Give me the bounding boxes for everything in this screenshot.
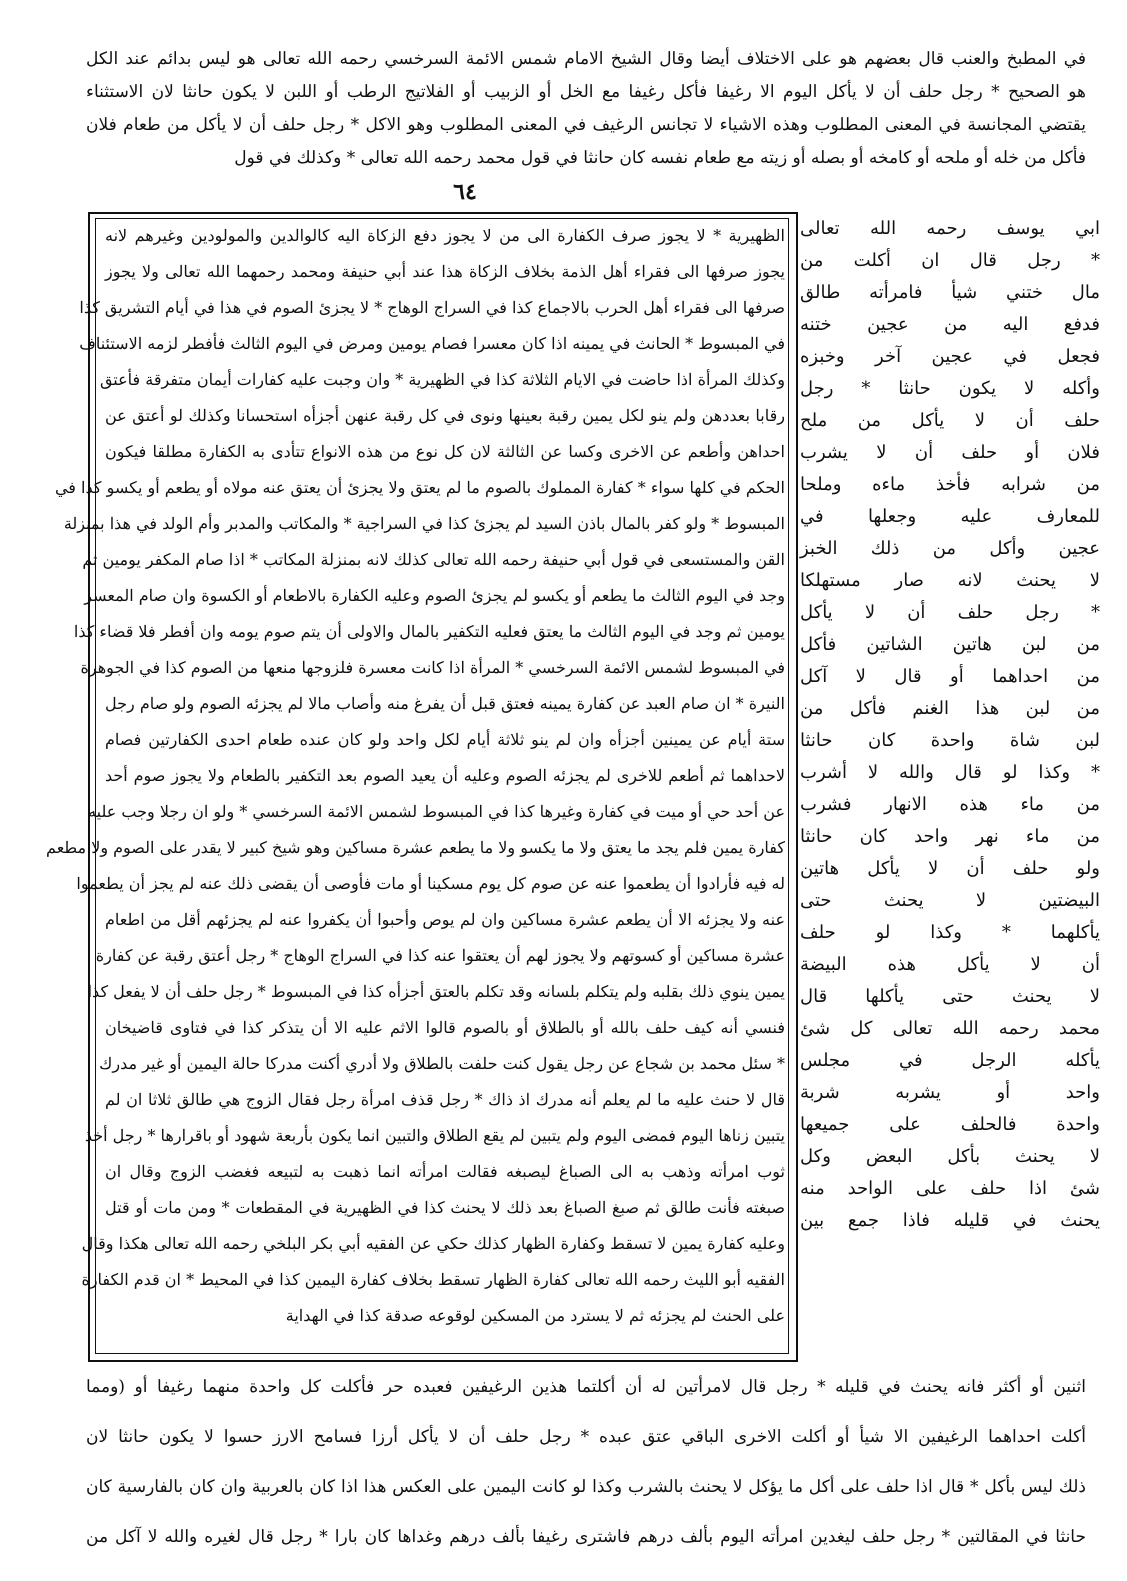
- side-line: البيضتين لا يحنث حتى: [800, 890, 1100, 911]
- side-line: من ماء نهر واحد كان حانثا: [800, 826, 1100, 847]
- side-line: من لبن هذا الغنم فأكل من: [800, 698, 1100, 719]
- main-line: يمين ينوي ذلك بقلبه ولم يتكلم بلسانه وقد تكلم بالعتق أجزأه كذا في المبسوط * رجل حلف أن لا يفعل كذا: [87, 982, 785, 1001]
- side-line: من لبن هاتين الشاتين فأكل: [800, 634, 1100, 655]
- main-line: عشرة مساكين أو كسوتهم ولا يجوز لهم أن يعتقوا عنه كذا في السراج الوهاج * رجل أعتق رقبة عن كفارة: [95, 946, 785, 965]
- side-line: من ماء هذه الانهار فشرب: [800, 794, 1100, 815]
- main-line: القن والمستسعى في قول أبي حنيفة رحمه الله تعالى كذلك لانه بمنزلة المكاتب * اذا صام المكفر يومين ثم: [82, 550, 785, 569]
- side-line: محمد رحمه الله تعالى كل شئ: [800, 1018, 1100, 1039]
- main-line: عنه ولا يجزئه الا أن يطعم عشرة مساكين وان لم يوص وأحبوا أن يكفروا عنه لم يجزئهم أقل من اطعام: [105, 910, 785, 929]
- main-line: فنسي أنه كيف حلف بالله أو بالطلاق أو بالصوم قالوا الاثم عليه الا أن يتذكر كذا في فتاوى قاضيخان: [105, 1018, 785, 1037]
- side-line: لا يحنث لانه صار مستهلكا: [800, 570, 1100, 591]
- main-line: * سئل محمد بن شجاع عن رجل يقول كنت حلفت بالطلاق ولا أدري أكنت مدركا حالة اليمين أو غير مدرك: [99, 1054, 785, 1073]
- main-line: وجد في اليوم الثالث ما يطعم أو يكسو لم يجزئ الصوم وعليه الكفارة بالاطعام أو الكسوة وان صام المعسر: [84, 586, 785, 605]
- main-line: في المبسوط * الحانث في يمينه اذا كان معسرا فصام يومين ومرض في اليوم الثالث فأفطر لزمه الاستئناف: [79, 334, 785, 353]
- main-line: لاحداهما ثم أطعم للاخرى لم يجزئه الصوم وعليه أن يعيد الصوم بعد التكفير بالطعام ولا يجوز صوم أحد: [105, 766, 785, 785]
- main-line: له فيه فأرادوا أن يطعموا عنه عن صوم كل يوم مسكينا أو مات فأوصى أن يقضى ذلك عنه لم يجز أن يطعموا: [76, 874, 785, 893]
- side-line: وأكله لا يكون حانثا * رجل: [800, 378, 1100, 399]
- bottom-line: اثنين أو أكثر فانه يحنث في قليله * رجل قال لامرأتين له أن أكلتما هذين الرغيفين فعبده حر فأكلت كل واحدة منهما رغيفا أو (ومما: [86, 1377, 1086, 1397]
- main-line: صرفها الى فقراء أهل الحرب بالاجماع كذا في السراج الوهاج * لا يجزئ الصوم في هذا في أيام التشريق كذا: [79, 298, 785, 317]
- side-line: مال ختني شيأ فامرأته طالق: [800, 282, 1100, 303]
- top-line: هو الصحيح * رجل حلف أن لا يأكل اليوم الا رغيفا فأكل رغيفا مع الخل أو الزبيب أو الفلاتيج الرطب أو اللبن لا يكون حانثا لان الاستثناء: [86, 82, 1086, 102]
- main-line: الحكم في كلها سواء * كفارة المملوك بالصوم ما لم يعتق ولا يجزئ أن يعتق عنه مولاه أو يطعم أو يكسو كذا في: [54, 478, 785, 497]
- side-line: شئ اذا حلف على الواحد منه: [800, 1178, 1100, 1199]
- side-line: * وكذا لو قال والله لا أشرب: [800, 762, 1100, 783]
- main-line: الظهيرية * لا يجوز صرف الكفارة الى من لا يجوز دفع الزكاة اليه كالوالدين والمولودين وغيرهم لانه: [105, 226, 785, 245]
- top-line: يقتضي المجانسة في المعنى المطلوب وهذه الاشياء لا تجانس الرغيف في المعنى المطلوب وهو الاكل * رجل حلف أن لا يأكل من طعام فلان: [86, 115, 1086, 135]
- main-line: النيرة * ان صام العبد عن كفارة يمينه فعتق قبل أن يفرغ منه وأصاب مالا لم يجزئه الصوم ولو صام رجل: [105, 694, 785, 713]
- bottom-line: حانثا في المقالتين * رجل حلف ليغدين امرأته اليوم بألف درهم فاشترى رغيفا بألف درهم وغداها كان بارا * رجل قال لغيره والله لا آكل من: [86, 1527, 1086, 1547]
- side-line: حلف أن لا يأكل من ملح: [800, 410, 1100, 431]
- main-line: يجوز صرفها الى فقراء أهل الذمة بخلاف الزكاة هذا عند أبي حنيفة ومحمد رحمهما الله تعالى ولا يجوز: [105, 262, 785, 281]
- bottom-line: ذلك ليس بأكل * قال اذا حلف على أكل ما يؤكل لا يحنث بالشرب وكذا لو كانت اليمين على العكس هذا اذا كان بالعربية وان كان بالفارسية كان: [86, 1477, 1086, 1497]
- page-number: ٦٤: [453, 179, 477, 205]
- main-line: رقابا بعددهن ولم ينو لكل يمين رقبة بعينها ونوى في كل رقبة عنهن أجزأه استحسانا وكذلك لو أعتق عن: [105, 406, 785, 425]
- top-line: في المطبخ والعنب قال بعضهم هو على الاختلاف أيضا وقال الشيخ الامام شمس الائمة السرخسي رحمه الله تعالى هو ليس بدائم عند الكل: [86, 49, 1086, 69]
- side-line: لا يحنث حتى يأكلها قال: [800, 986, 1100, 1007]
- side-line: * رجل حلف أن لا يأكل: [800, 602, 1100, 623]
- side-line: فجعل في عجين آخر وخبزه: [800, 346, 1100, 367]
- side-line: لا يحنث بأكل البعض وكل: [800, 1146, 1100, 1167]
- main-line: الفقيه أبو الليث رحمه الله تعالى كفارة الظهار تسقط بخلاف كفارة اليمين كذا في المحيط * ان قدم الكفارة: [81, 1270, 785, 1289]
- side-line: فدفع اليه من عجين ختنه: [800, 314, 1100, 335]
- side-line: لبن شاة واحدة كان حانثا: [800, 730, 1100, 751]
- main-line: عن أحد حي أو ميت في كفارة وغيرها كذا في المبسوط لشمس الائمة السرخسي * ولو ان رجلا وجب عليه: [88, 802, 785, 821]
- side-line: واحدة فالحلف على جميعها: [800, 1114, 1100, 1135]
- main-line: ستة أيام عن يمينين أجزأه وان لم ينو ثلاثة أيام لكل واحد ولو كان عنده طعام احدى الكفارتين فصام: [105, 730, 785, 749]
- main-line: يومين ثم وجد في اليوم الثالث ما يعتق فعليه التكفير بالمال والاولى أن يتم صوم يومه وان أفطر فلا قضاء كذا: [73, 622, 785, 641]
- side-line: للمعارف عليه وجعلها في: [800, 506, 1100, 527]
- main-line: صبغته فأنت طالق ثم صبغ الصباغ بعد ذلك لا يحنث كذا في الظهيرية في المقطعات * ومن مات أو قتل: [105, 1198, 786, 1217]
- side-line: من شرابه فأخذ ماءه وملحا: [800, 474, 1100, 495]
- top-line: فأكل من خله أو ملحه أو كامخه أو بصله أو زيته مع طعام نفسه كان حانثا في قول محمد رحمه الله تعالى * وكذلك في قول: [234, 148, 1086, 168]
- main-line: المبسوط * ولو كفر بالمال باذن السيد لم يجزئ كذا في السراجية * والمكاتب والمدبر وأم الولد في هذا بمنزلة: [63, 514, 785, 533]
- side-line: من احداهما أو قال لا آكل: [800, 666, 1100, 687]
- side-line: ولو حلف أن لا يأكل هاتين: [800, 858, 1100, 879]
- main-line: احداهن وأطعم عن الاخرى وكسا عن الثالثة لان كل نوع من هذه الانواع تتأدى به الكفارة مطلقا فيكون: [105, 442, 785, 461]
- side-line: عجين وأكل من ذلك الخبز: [800, 538, 1100, 559]
- side-line: واحد أو يشربه شربة: [800, 1082, 1100, 1103]
- side-line: يأكلهما * وكذا لو حلف: [800, 922, 1100, 943]
- main-line: ثوب امرأته وذهب به الى الصباغ ليصبغه فقالت امرأته انما ذهبت به لتبيعه فغضب الزوج وقال ان: [105, 1162, 785, 1181]
- main-line: وعليه كفارة يمين لا تسقط وكفارة الظهار كذلك حكي عن الفقيه أبي بكر البلخي رحمه الله تعالى هكذا وقال: [81, 1234, 785, 1253]
- bottom-line: أكلت احداهما الرغيفين الا شيأ أو أكلت الاخرى الباقي عتق عبده * رجل حلف أن لا يأكل أرزا فسامح الارز حسوا لا يكون حانثا لان: [86, 1427, 1086, 1447]
- main-line: في المبسوط لشمس الائمة السرخسي * المرأة اذا كانت معسرة فلزوجها منعها من الصوم كذا في الجوهرة: [80, 658, 785, 677]
- side-line: فلان أو حلف أن لا يشرب: [800, 442, 1100, 463]
- side-line: ابي يوسف رحمه الله تعالى: [800, 218, 1100, 239]
- side-line: أن لا يأكل هذه البيضة: [800, 954, 1100, 975]
- side-line: يأكله الرجل في مجلس: [800, 1050, 1100, 1071]
- side-line: يحنث في قليله فاذا جمع بين: [800, 1210, 1100, 1231]
- side-line: * رجل قال ان أكلت من: [800, 250, 1100, 271]
- main-line: على الحنث لم يجزئه ثم لا يسترد من المسكين لوقوعه صدقة كذا في الهداية: [285, 1306, 785, 1325]
- main-line: كفارة يمين فلم يجد ما يعتق ولا ما يكسو ولا ما يطعم عشرة مساكين وهو شيخ كبير لا يقدر على الصوم ولا مطعم: [46, 838, 785, 857]
- main-line: يتبين زناها اليوم فمضى اليوم ولم يتبين لم يقع الطلاق والتبين انما يكون بأربعة شهود أو باقرارها * رجل أخذ: [84, 1126, 785, 1145]
- main-line: قال لا حنث عليه ما لم يعلم أنه مدرك اذ ذاك * رجل قذف امرأة رجل فقال الزوج هي طالق ثلاثا ان لم: [105, 1090, 785, 1109]
- main-line: وكذلك المرأة اذا حاضت في الايام الثلاثة كذا في الظهيرية * وان وجبت عليه كفارات أيمان متفرقة فأعتق: [99, 370, 785, 389]
